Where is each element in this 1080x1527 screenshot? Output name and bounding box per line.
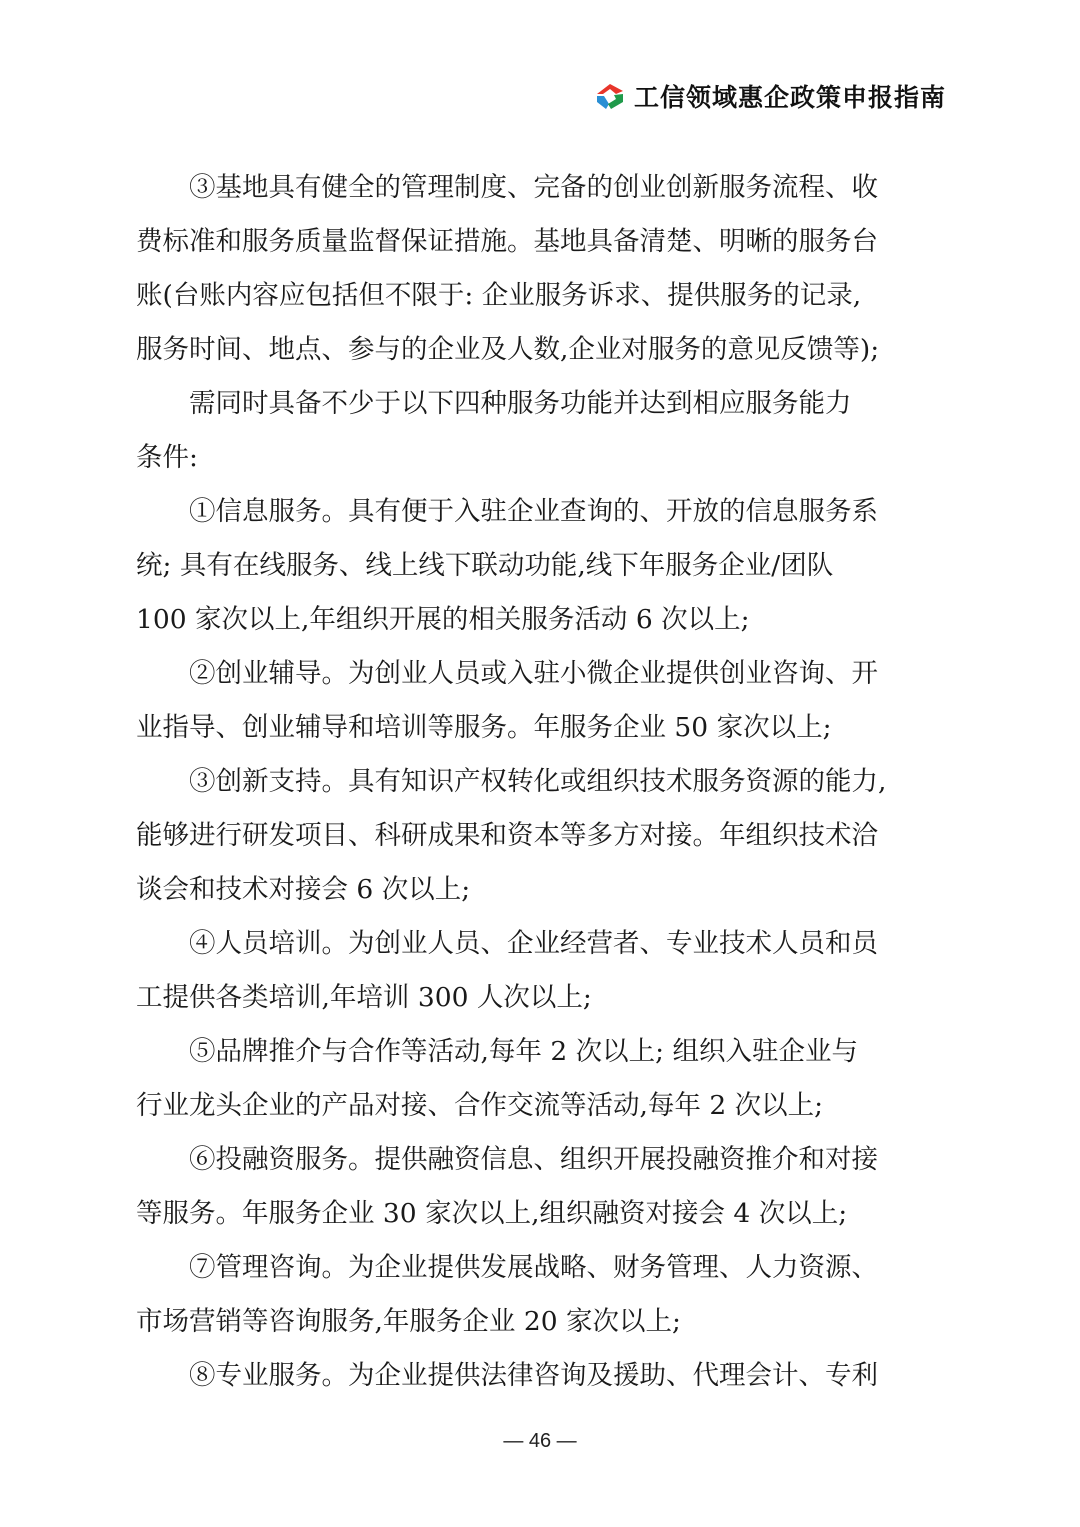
text-line: ⑥投融资服务。提供融资信息、组织开展投融资推介和对接 [189, 1144, 878, 1175]
text-line: 行业龙头企业的产品对接、合作交流等活动,每年 2 次以上; [136, 1090, 824, 1121]
text-line: 需同时具备不少于以下四种服务功能并达到相应服务能力 [189, 388, 852, 419]
text-line: ③创新支持。具有知识产权转化或组织技术服务资源的能力, [189, 766, 887, 797]
text-line: 100 家次以上,年组织开展的相关服务活动 6 次以上; [136, 604, 750, 635]
text-line: 能够进行研发项目、科研成果和资本等多方对接。年组织技术洽 [136, 820, 878, 851]
text-line: 业指导、创业辅导和培训等服务。年服务企业 50 家次以上; [136, 712, 832, 743]
text-line: ①信息服务。具有便于入驻企业查询的、开放的信息服务系 [189, 496, 878, 527]
text-line: 服务时间、地点、参与的企业及人数,企业对服务的意见反馈等); [136, 334, 880, 365]
header-title: 工信领域惠企政策申报指南 [633, 83, 946, 112]
text-line: ⑦管理咨询。为企业提供发展战略、财务管理、人力资源、 [189, 1252, 878, 1283]
text-line: 费标准和服务质量监督保证措施。基地具备清楚、明晰的服务台 [136, 226, 878, 257]
page-header [594, 78, 946, 114]
text-line: ②创业辅导。为创业人员或入驻小微企业提供创业咨询、开 [189, 658, 878, 689]
text-line: ④人员培训。为创业人员、企业经营者、专业技术人员和员 [189, 928, 878, 959]
page-number: — 46 — [503, 1430, 577, 1452]
text-line: 谈会和技术对接会 6 次以上; [136, 874, 471, 905]
text-line: ⑧专业服务。为企业提供法律咨询及援助、代理会计、专利 [189, 1360, 878, 1391]
text-line: 工提供各类培训,年培训 300 人次以上; [136, 982, 592, 1013]
text-line: 条件: [136, 442, 198, 473]
text-line: ⑤品牌推介与合作等活动,每年 2 次以上; 组织入驻企业与 [189, 1036, 858, 1067]
text-line: 账(台账内容应包括但不限于: 企业服务诉求、提供服务的记录, [136, 280, 862, 311]
text-line: 统; 具有在线服务、线上线下联动功能,线下年服务企业/团队 [136, 550, 834, 581]
tri-arrow-logo-icon [594, 81, 626, 111]
text-line: 等服务。年服务企业 30 家次以上,组织融资对接会 4 次以上; [136, 1198, 848, 1229]
document-body [136, 161, 944, 1403]
text-line: ③基地具有健全的管理制度、完备的创业创新服务流程、收 [189, 172, 878, 203]
text-line: 市场营销等咨询服务,年服务企业 20 家次以上; [136, 1306, 681, 1337]
